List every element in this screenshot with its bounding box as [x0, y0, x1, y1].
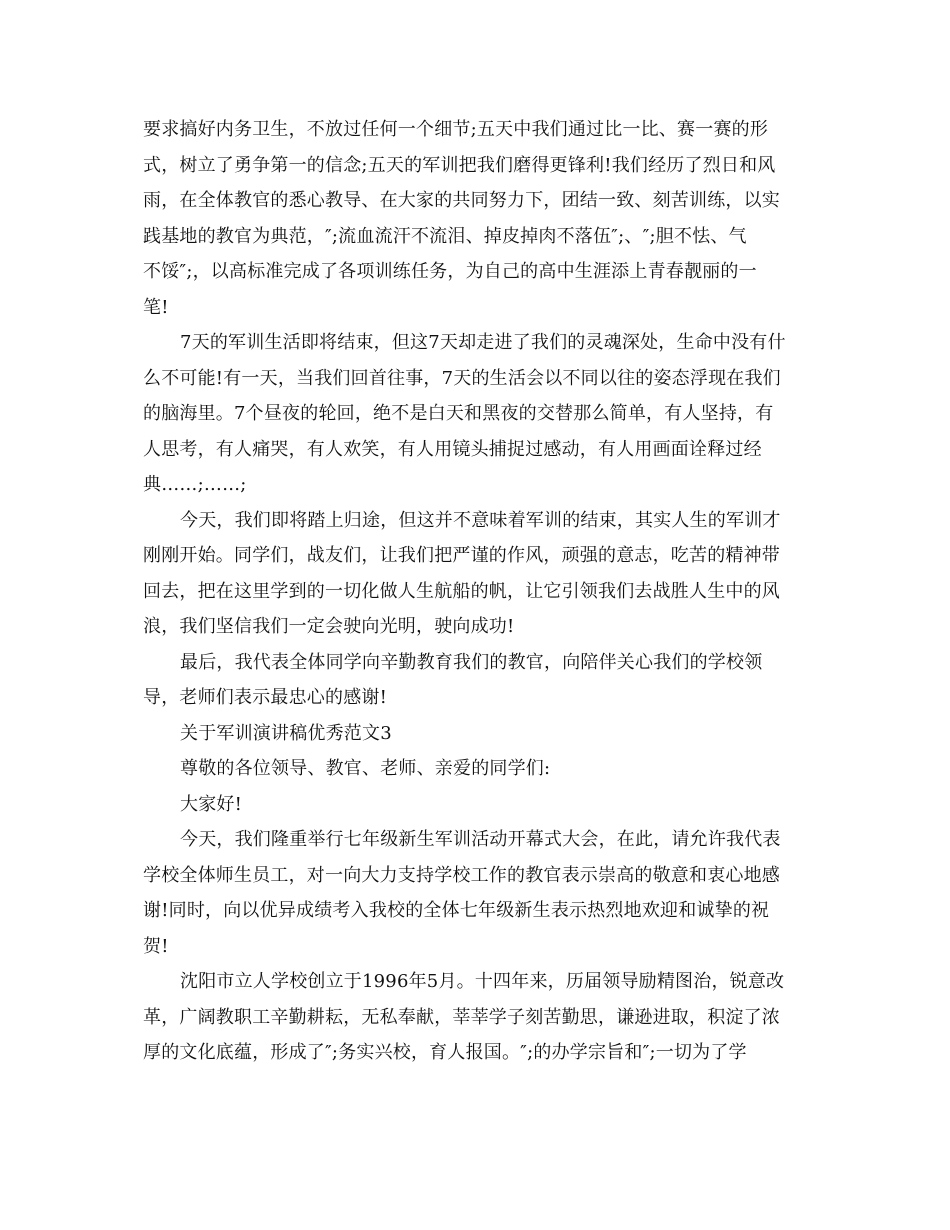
text-line: 今天，我们隆重举行七年级新生军训活动开幕式大会，在此，请允许我代表	[180, 829, 781, 850]
text-line: 式，树立了勇争第一的信念;五天的军训把我们磨得更锋利!我们经历了烈日和风	[143, 154, 776, 176]
text-line: 谢!同时，向以优异成绩考入我校的全体七年级新生表示热烈地欢迎和诚挚的祝	[143, 900, 770, 921]
document-body	[143, 112, 805, 1071]
text-line: 笔!	[143, 296, 169, 318]
text-line: 今天，我们即将踏上归途，但这并不意味着军训的结束，其实人生的军训才	[180, 509, 781, 531]
text-line: 回去，把在这里学到的一切化做人生航船的帆，让它引领我们去战胜人生中的风	[143, 580, 780, 602]
greeting	[143, 787, 805, 823]
text-line: 沈阳市立人学校创立于1996年5月。十四年来，历届领导励精图治，锐意改	[180, 971, 785, 992]
text-line: 人思考，有人痛哭，有人欢笑，有人用镜头捕捉过感动，有人用画面诠释过经	[143, 438, 762, 460]
text-line: 尊敬的各位领导、教官、老师、亲爱的同学们:	[180, 758, 551, 779]
text-line: 不馁″;，以高标准完成了各项训练任务，为自己的高中生涯添上青春靓丽的一	[143, 261, 757, 282]
paragraph-opening-ceremony	[143, 822, 805, 964]
paragraph-thanks	[143, 645, 805, 716]
text-line: 导，老师们表示最忠心的感谢!	[143, 687, 388, 708]
paragraph-school-history	[143, 964, 805, 1071]
text-line: 雨，在全体教官的悉心教导、在大家的共同努力下，团结一致、刻苦训练，以实	[143, 190, 780, 211]
text-line: 7天的军训生活即将结束，但这7天却走进了我们的灵魂深处，生命中没有什	[180, 332, 786, 353]
text-line: 浪，我们坚信我们一定会驶向光明，驶向成功!	[143, 616, 515, 637]
paragraph-return-journey	[143, 503, 805, 645]
paragraph-seven-days	[143, 325, 805, 503]
text-line: 厚的文化底蕴，形成了″;务实兴校，育人报国。″;的办学宗旨和″;一切为了学	[143, 1042, 747, 1063]
text-line: 学校全体师生员工，对一向大力支持学校工作的教官表示崇高的敬意和衷心地感	[143, 864, 780, 886]
text-line: 贺!	[143, 935, 169, 957]
section-heading	[143, 716, 805, 752]
salutation	[143, 751, 805, 787]
text-line: 的脑海里。7个昼夜的轮回，绝不是白天和黑夜的交替那么简单，有人坚持，有	[143, 403, 774, 424]
text-line: 刚刚开始。同学们，战友们，让我们把严谨的作风，顽强的意志，吃苦的精神带	[143, 545, 780, 566]
text-line: 要求搞好内务卫生，不放过任何一个细节;五天中我们通过比一比、赛一赛的形	[143, 119, 769, 140]
section-title: 关于军训演讲稿优秀范文3	[180, 722, 392, 744]
text-line: 么不可能!有一天，当我们回首往事，7天的生活会以不同以往的姿态浮现在我们	[143, 367, 781, 389]
paragraph-military-training-summary	[143, 112, 805, 325]
text-line: 大家好!	[180, 793, 243, 815]
text-line: 最后，我代表全体同学向辛勤教育我们的教官，向陪伴关心我们的学校领	[180, 651, 763, 673]
text-line: 革，广阔教职工辛勤耕耘，无私奉献，莘莘学子刻苦勤思，谦逊进取，积淀了浓	[143, 1006, 780, 1028]
text-line: 践基地的教官为典范，″;流血流汗不流泪、掉皮掉肉不落伍″;、″;胆不怯、气	[143, 225, 747, 247]
text-line: 典……;……;	[143, 474, 247, 495]
